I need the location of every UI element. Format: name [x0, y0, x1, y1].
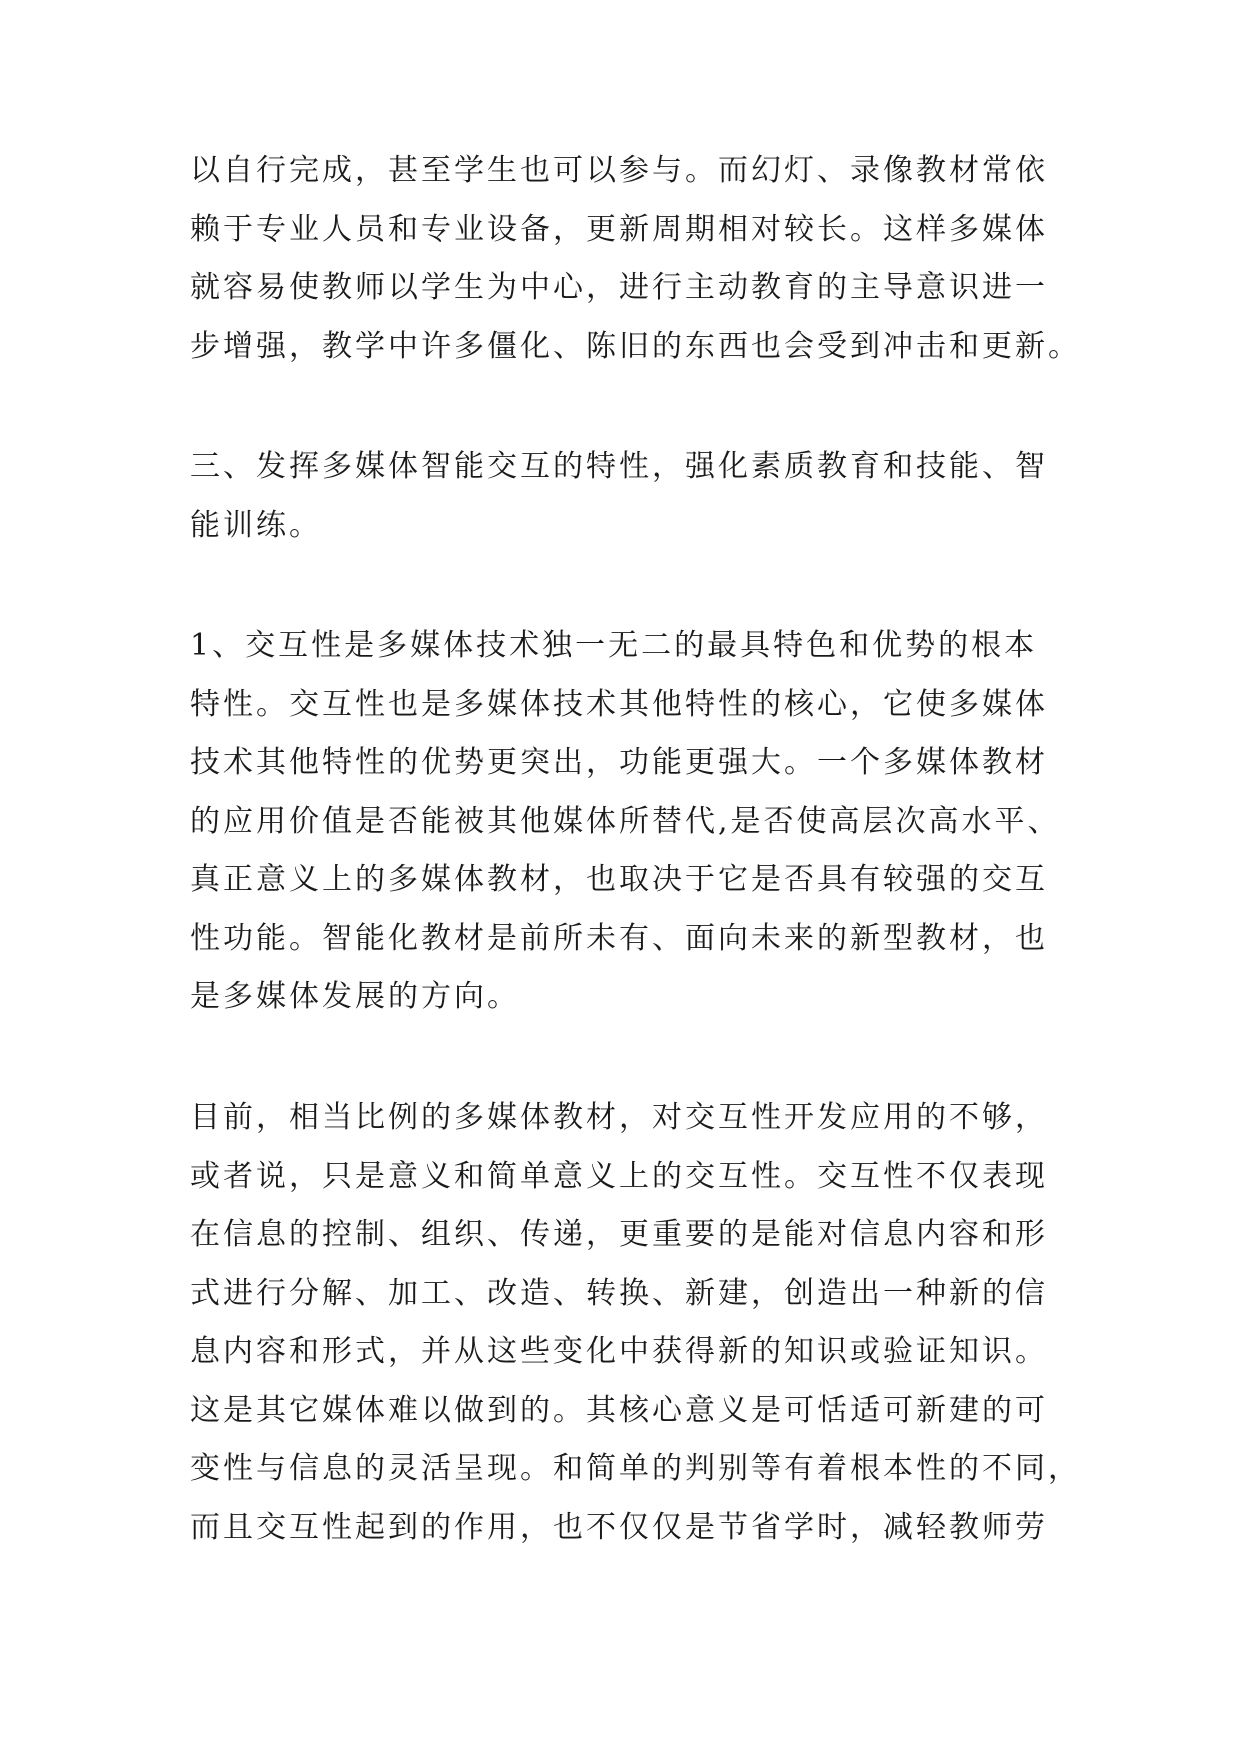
paragraph-line: 步增强，教学中许多僵化、陈旧的东西也会受到冲击和更新。 — [190, 328, 1081, 364]
paragraph-line: 真正意义上的多媒体教材，也取决于它是否具有较强的交互 — [190, 862, 1048, 897]
paragraph-line: 在信息的控制、组织、传递，更重要的是能对信息内容和形 — [190, 1217, 1048, 1252]
paragraph-line: 1、交互性是多媒体技术独一无二的最具特色和优势的根本 — [190, 628, 1038, 663]
section-heading-3 — [190, 438, 1060, 555]
paragraph-line: 的应用价值是否能被其他媒体所替代,是否使高层次高水平、 — [190, 803, 1061, 839]
paragraph-line: 这是其它媒体难以做到的。其核心意义是可恬适可新建的可 — [190, 1392, 1048, 1428]
paragraph-line: 就容易使教师以学生为中心，进行主动教育的主导意识进一 — [190, 270, 1048, 305]
paragraph-line: 性功能。智能化教材是前所未有、面向未来的新型教材，也 — [190, 920, 1048, 956]
paragraph-line: 变性与信息的灵活呈现。和简单的判别等有着根本性的不同， — [190, 1451, 1081, 1486]
paragraph-1 — [190, 142, 1081, 376]
paragraph-line: 赖于专业人员和专业设备，更新周期相对较长。这样多媒体 — [190, 211, 1048, 247]
paragraph-line: 息内容和形式，并从这些变化中获得新的知识或验证知识。 — [190, 1334, 1048, 1369]
paragraph-line: 而且交互性起到的作用，也不仅仅是节省学时，减轻教师劳 — [190, 1509, 1048, 1545]
paragraph-line: 目前，相当比例的多媒体教材，对交互性开发应用的不够， — [190, 1100, 1048, 1135]
paragraph-line: 能训练。 — [190, 507, 322, 543]
paragraph-line: 是多媒体发展的方向。 — [190, 979, 520, 1014]
paragraph-line: 三、发挥多媒体智能交互的特性，强化素质教育和技能、智 — [190, 449, 1048, 484]
paragraph-line: 特性。交互性也是多媒体技术其他特性的核心，它使多媒体 — [190, 686, 1048, 722]
paragraph-3 — [190, 1089, 1081, 1557]
paragraph-2 — [190, 617, 1060, 1027]
paragraph-line: 或者说，只是意义和简单意义上的交互性。交互性不仅表现 — [190, 1158, 1048, 1194]
paragraph-line: 以自行完成，甚至学生也可以参与。而幻灯、录像教材常依 — [190, 153, 1048, 188]
paragraph-line: 式进行分解、加工、改造、转换、新建，创造出一种新的信 — [190, 1275, 1048, 1311]
paragraph-line: 技术其他特性的优势更突出，功能更强大。一个多媒体教材 — [190, 745, 1048, 780]
